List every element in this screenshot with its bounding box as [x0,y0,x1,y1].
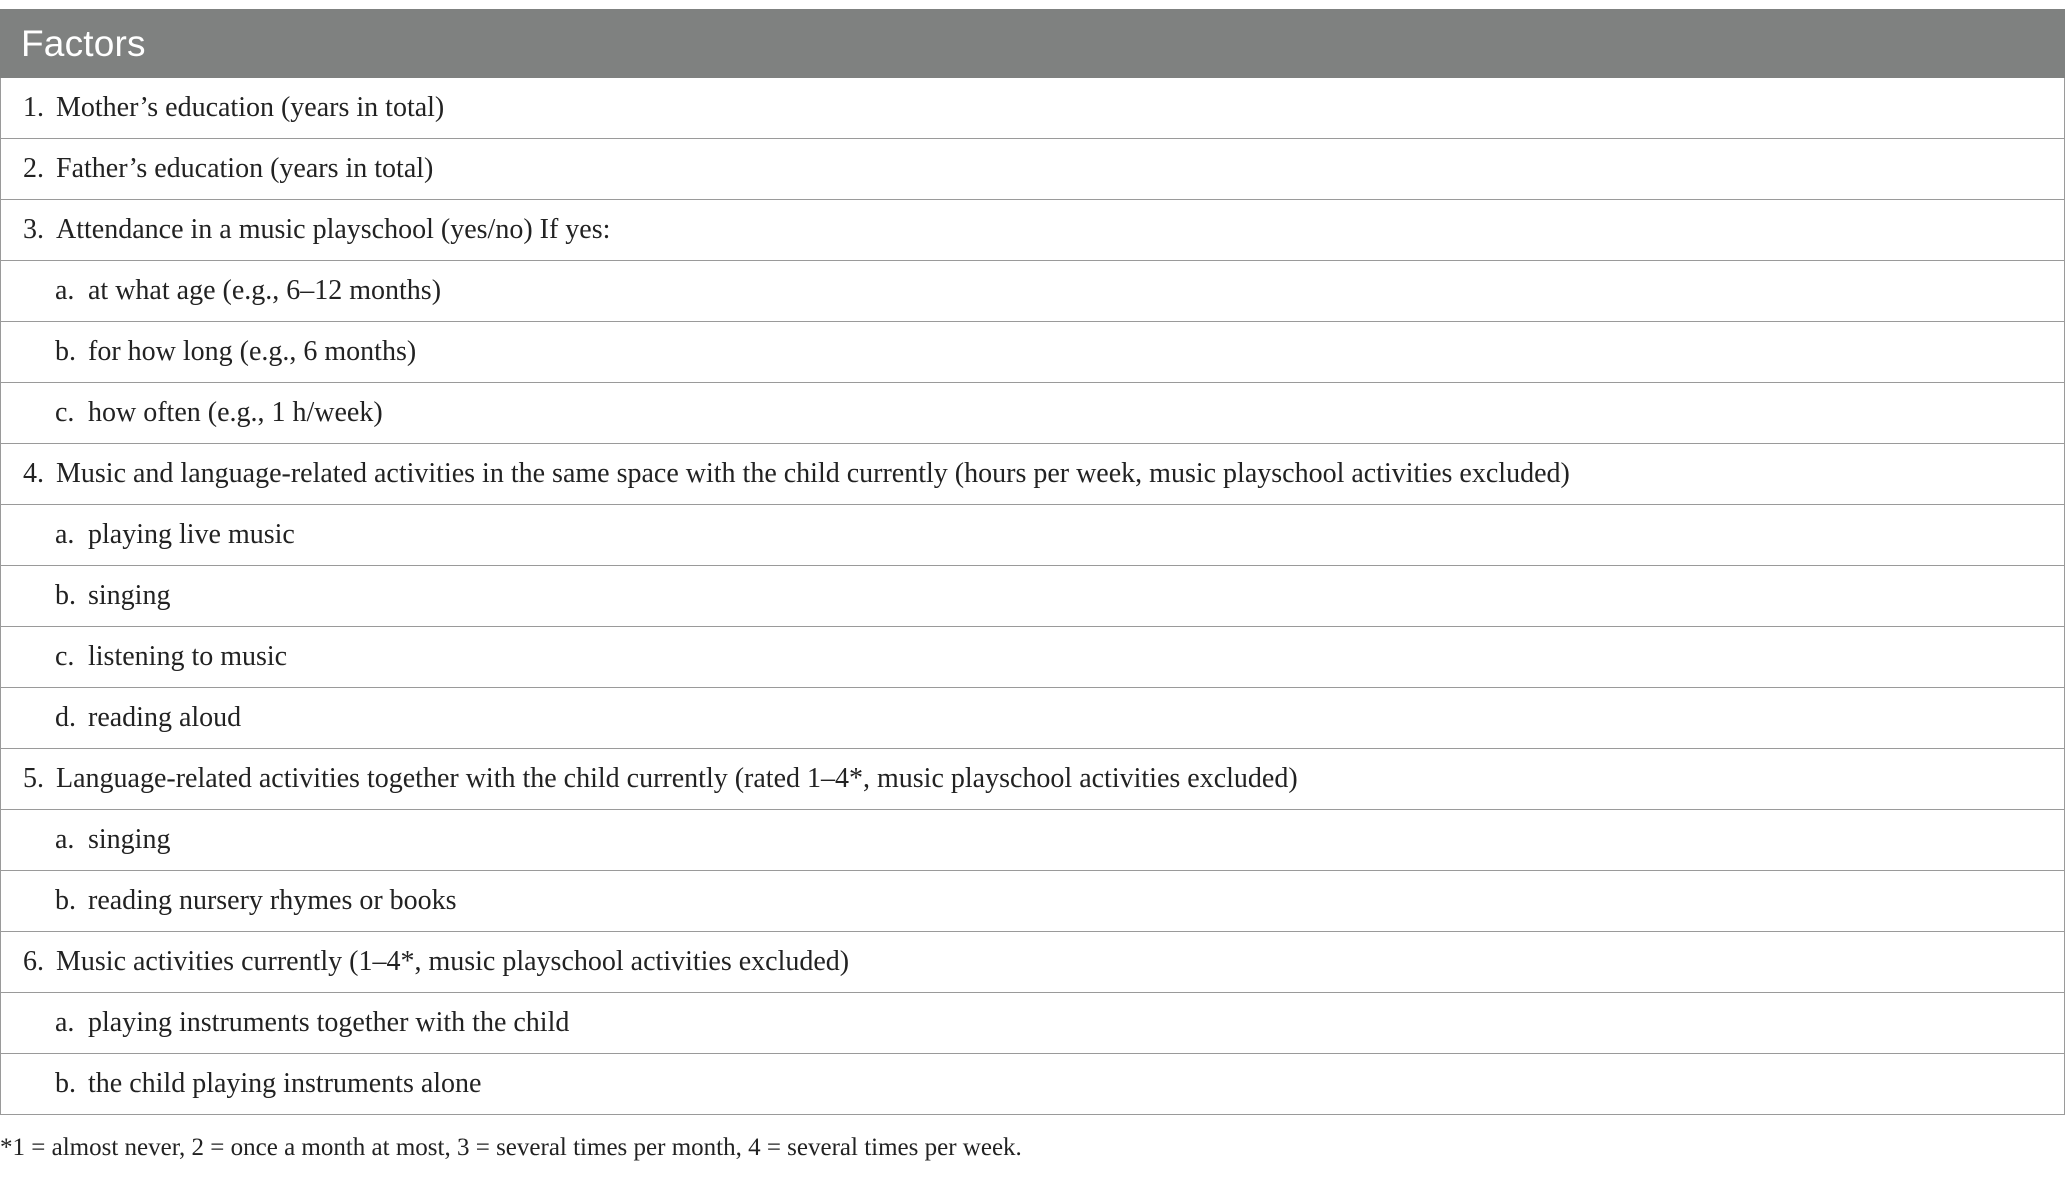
table-cell [1,383,2065,444]
factor-subitem-text: reading nursery rhymes or books [88,885,457,916]
factor-text: Attendance in a music playschool (yes/no) If yes: [56,214,611,245]
list-marker: a. [55,519,75,550]
factors-table-container [0,9,2067,1115]
table-cell [1,139,2065,200]
table-footnote: *1 = almost never, 2 = once a month at most, 3 = several times per month, 4 = several times per week. [0,1134,1022,1161]
factor-subitem-text: the child playing instruments alone [88,1068,482,1099]
list-marker: b. [55,1068,76,1099]
table-row [1,688,2065,749]
table-header-factors: Factors [1,10,2065,78]
table-row [1,383,2065,444]
table-row [1,993,2065,1054]
list-marker: b. [55,580,76,611]
factor-subitem-text: singing [88,824,171,855]
table-row [1,200,2065,261]
table-row [1,566,2065,627]
list-marker: 3. [23,214,44,245]
list-marker: a. [55,824,75,855]
factor-subitem-text: playing instruments together with the child [88,1007,570,1038]
factor-subitem-text: playing live music [88,519,295,550]
table-cell [1,627,2065,688]
factor-text: Music activities currently (1–4*, music playschool activities excluded) [56,946,850,977]
factor-subitem-text: singing [88,580,171,611]
table-cell [1,200,2065,261]
table-row [1,322,2065,383]
table-cell [1,749,2065,810]
list-marker: c. [55,397,75,428]
table-cell [1,566,2065,627]
table-row [1,261,2065,322]
table-cell [1,810,2065,871]
list-marker: 1. [23,92,44,123]
list-marker: b. [55,885,76,916]
table-row [1,810,2065,871]
table-row [1,932,2065,993]
table-cell [1,444,2065,505]
table-cell [1,688,2065,749]
factor-text: Music and language-related activities in the same space with the child currently (hours per week, music playschool activities excluded) [56,458,1570,489]
factor-text: Mother’s education (years in total) [56,92,445,123]
list-marker: 4. [23,458,44,489]
factor-subitem-text: how often (e.g., 1 h/week) [88,397,383,428]
factor-subitem-text: for how long (e.g., 6 months) [88,336,417,367]
list-marker: a. [55,275,75,306]
table-cell [1,871,2065,932]
factors-table [0,9,2065,1115]
table-header-row [1,10,2065,78]
table-row [1,78,2065,139]
table-row [1,1054,2065,1115]
table-row [1,627,2065,688]
list-marker: 2. [23,153,44,184]
list-marker: 6. [23,946,44,977]
factor-subitem-text: listening to music [88,641,288,672]
list-marker: 5. [23,763,44,794]
table-cell [1,261,2065,322]
table-row [1,505,2065,566]
factor-subitem-text: at what age (e.g., 6–12 months) [88,275,442,306]
table-cell [1,322,2065,383]
list-marker: b. [55,336,76,367]
list-marker: d. [55,702,76,733]
table-cell [1,505,2065,566]
list-marker: a. [55,1007,75,1038]
factor-text: Father’s education (years in total) [56,153,434,184]
table-row [1,444,2065,505]
table-cell [1,78,2065,139]
table-row [1,871,2065,932]
factor-text: Language-related activities together with the child currently (rated 1–4*, music playschool activities excluded) [56,763,1298,794]
table-row [1,139,2065,200]
table-cell [1,1054,2065,1115]
table-cell [1,932,2065,993]
table-row [1,749,2065,810]
factor-subitem-text: reading aloud [88,702,242,733]
table-cell [1,993,2065,1054]
list-marker: c. [55,641,75,672]
